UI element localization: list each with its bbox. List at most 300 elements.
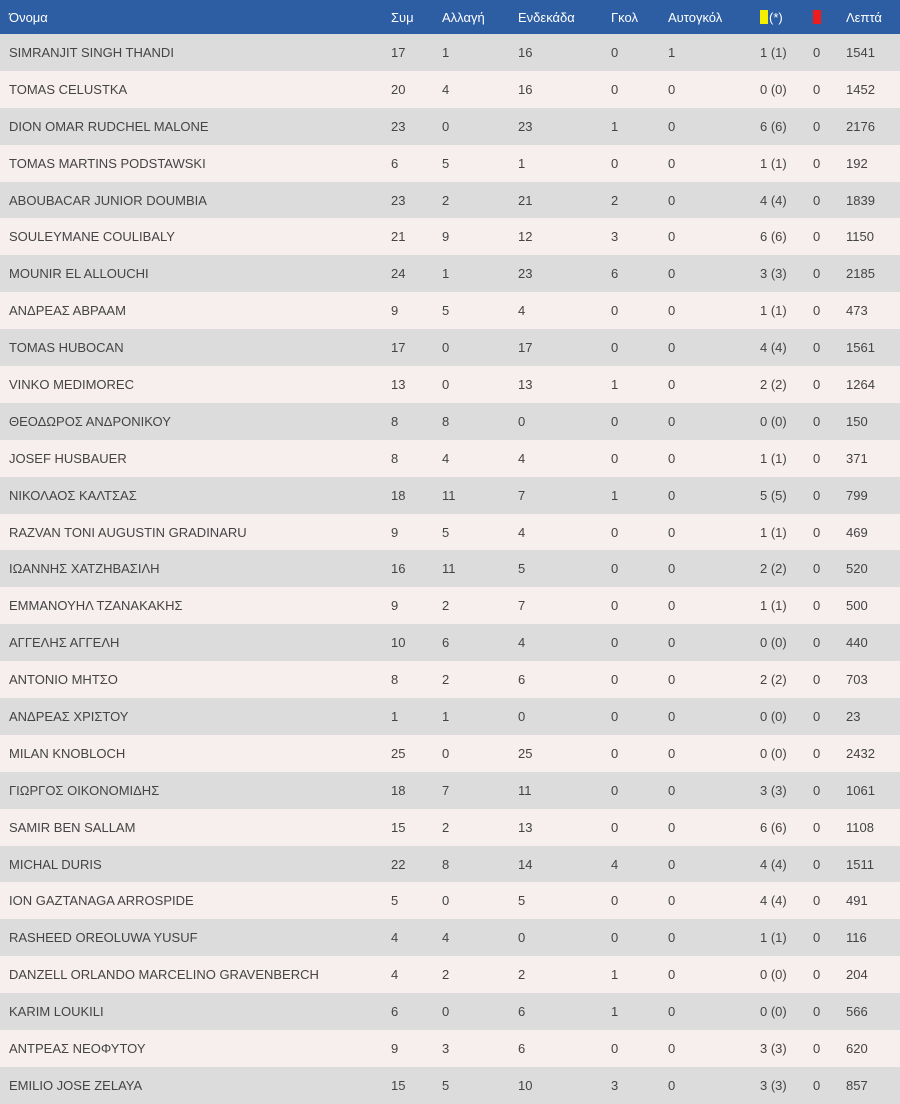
- cell-goals: 0: [611, 413, 619, 429]
- cell-appearances: 17: [391, 44, 406, 60]
- cell-minutes: 116: [846, 930, 867, 946]
- cell-minutes: 2176: [846, 118, 875, 134]
- cell-goals: 1: [611, 376, 619, 392]
- cell-goals: 0: [611, 1040, 619, 1056]
- table-row: [0, 846, 900, 883]
- cell-substitutions: 0: [442, 340, 450, 356]
- yellow-card-icon: [760, 10, 768, 24]
- cell-red-cards: 0: [813, 524, 821, 540]
- header-yellow-cards[interactable]: [760, 0, 813, 34]
- cell-starts: 10: [518, 1077, 533, 1093]
- cell-appearances: 21: [391, 229, 406, 245]
- cell-substitutions: 3: [442, 1040, 450, 1056]
- cell-appearances: 9: [391, 524, 399, 540]
- cell-own-goals: 0: [668, 1040, 676, 1056]
- cell-yellow-cards: 6 (6): [760, 118, 787, 134]
- table-row: [0, 661, 900, 698]
- cell-appearances: 9: [391, 1040, 399, 1056]
- cell-own-goals: 0: [668, 376, 676, 392]
- header-goals[interactable]: Γκολ: [611, 9, 638, 25]
- cell-own-goals: 0: [668, 81, 676, 97]
- cell-own-goals: 0: [668, 561, 676, 577]
- cell-appearances: 4: [391, 930, 399, 946]
- table-row: [0, 292, 900, 329]
- table-row: [0, 993, 900, 1030]
- cell-goals: 6: [611, 266, 619, 282]
- table-row: [0, 218, 900, 255]
- cell-substitutions: 2: [442, 672, 450, 688]
- cell-red-cards: 0: [813, 229, 821, 245]
- cell-yellow-cards: 1 (1): [760, 930, 787, 946]
- cell-substitutions: 5: [442, 1077, 450, 1093]
- cell-yellow-cards: 1 (1): [760, 155, 787, 171]
- cell-red-cards: 0: [813, 376, 821, 392]
- cell-minutes: 520: [846, 561, 868, 577]
- cell-own-goals: 0: [668, 303, 676, 319]
- cell-red-cards: 0: [813, 44, 821, 60]
- cell-appearances: 9: [391, 598, 399, 614]
- cell-player-name: ABOUBACAR JUNIOR DOUMBIA: [9, 192, 207, 208]
- cell-own-goals: 0: [668, 266, 676, 282]
- cell-yellow-cards: 4 (4): [760, 893, 787, 909]
- cell-player-name: SIMRANJIT SINGH THANDI: [9, 44, 174, 60]
- cell-red-cards: 0: [813, 487, 821, 503]
- cell-substitutions: 0: [442, 118, 450, 134]
- cell-starts: 6: [518, 1040, 526, 1056]
- cell-yellow-cards: 1 (1): [760, 303, 787, 319]
- cell-minutes: 192: [846, 155, 868, 171]
- cell-minutes: 620: [846, 1040, 868, 1056]
- cell-appearances: 1: [391, 708, 399, 724]
- cell-appearances: 13: [391, 376, 406, 392]
- cell-starts: 21: [518, 192, 533, 208]
- cell-red-cards: 0: [813, 672, 821, 688]
- header-own-goals[interactable]: Αυτογκόλ: [668, 9, 723, 25]
- header-name[interactable]: Όνομα: [9, 9, 48, 25]
- cell-yellow-cards: 0 (0): [760, 967, 787, 983]
- cell-red-cards: 0: [813, 1077, 821, 1093]
- cell-player-name: ΘΕΟΔΩΡΟΣ ΑΝΔΡΟΝΙΚΟΥ: [9, 413, 171, 429]
- table-row: [0, 366, 900, 403]
- cell-player-name: SAMIR BEN SALLAM: [9, 819, 136, 835]
- cell-yellow-cards: 6 (6): [760, 229, 787, 245]
- cell-own-goals: 0: [668, 708, 676, 724]
- cell-own-goals: 0: [668, 1077, 676, 1093]
- cell-minutes: 473: [846, 303, 868, 319]
- cell-player-name: ANTONIO ΜΗΤΣΟ: [9, 672, 118, 688]
- cell-goals: 0: [611, 561, 619, 577]
- cell-yellow-cards: 3 (3): [760, 266, 787, 282]
- cell-own-goals: 0: [668, 118, 676, 134]
- cell-starts: 16: [518, 81, 533, 97]
- cell-red-cards: 0: [813, 856, 821, 872]
- cell-player-name: SOULEYMANE COULIBALY: [9, 229, 175, 245]
- cell-red-cards: 0: [813, 561, 821, 577]
- cell-red-cards: 0: [813, 1004, 821, 1020]
- cell-player-name: TOMAS MARTINS PODSTAWSKI: [9, 155, 206, 171]
- header-yellow-suffix: (*): [769, 9, 783, 25]
- table-row: [0, 735, 900, 772]
- cell-starts: 2: [518, 967, 526, 983]
- cell-yellow-cards: 0 (0): [760, 745, 787, 761]
- cell-appearances: 15: [391, 819, 406, 835]
- table-row: [0, 809, 900, 846]
- cell-goals: 0: [611, 340, 619, 356]
- cell-yellow-cards: 0 (0): [760, 81, 787, 97]
- cell-appearances: 24: [391, 266, 406, 282]
- table-row: [0, 403, 900, 440]
- cell-starts: 23: [518, 266, 533, 282]
- cell-goals: 0: [611, 155, 619, 171]
- cell-starts: 5: [518, 561, 526, 577]
- header-start[interactable]: Ενδεκάδα: [518, 9, 575, 25]
- table-row: [0, 550, 900, 587]
- cell-yellow-cards: 2 (2): [760, 672, 787, 688]
- cell-minutes: 1108: [846, 819, 874, 835]
- cell-appearances: 23: [391, 192, 406, 208]
- cell-player-name: ΑΝΔΡΕΑΣ ΑΒΡΑΑΜ: [9, 303, 126, 319]
- cell-substitutions: 2: [442, 192, 450, 208]
- cell-starts: 14: [518, 856, 533, 872]
- table-row: [0, 772, 900, 809]
- cell-player-name: ΝΙΚΟΛΑΟΣ ΚΑΛΤΣΑΣ: [9, 487, 137, 503]
- cell-substitutions: 9: [442, 229, 450, 245]
- cell-starts: 5: [518, 893, 526, 909]
- cell-minutes: 799: [846, 487, 868, 503]
- cell-starts: 4: [518, 635, 526, 651]
- cell-substitutions: 6: [442, 635, 450, 651]
- cell-appearances: 22: [391, 856, 406, 872]
- cell-substitutions: 1: [442, 708, 450, 724]
- cell-yellow-cards: 5 (5): [760, 487, 787, 503]
- cell-yellow-cards: 1 (1): [760, 450, 787, 466]
- table-row: [0, 34, 900, 71]
- cell-own-goals: 0: [668, 340, 676, 356]
- cell-yellow-cards: 3 (3): [760, 1040, 787, 1056]
- cell-goals: 0: [611, 930, 619, 946]
- cell-substitutions: 2: [442, 819, 450, 835]
- cell-starts: 23: [518, 118, 533, 134]
- cell-own-goals: 0: [668, 229, 676, 245]
- header-apps[interactable]: Συμ: [391, 9, 414, 25]
- cell-starts: 13: [518, 819, 533, 835]
- cell-minutes: 1839: [846, 192, 875, 208]
- cell-yellow-cards: 4 (4): [760, 192, 787, 208]
- cell-red-cards: 0: [813, 81, 821, 97]
- cell-starts: 0: [518, 413, 526, 429]
- cell-substitutions: 5: [442, 303, 450, 319]
- cell-substitutions: 8: [442, 856, 450, 872]
- cell-goals: 0: [611, 524, 619, 540]
- table-row: [0, 477, 900, 514]
- cell-starts: 17: [518, 340, 533, 356]
- table-row: [0, 587, 900, 624]
- cell-red-cards: 0: [813, 340, 821, 356]
- cell-goals: 0: [611, 672, 619, 688]
- cell-player-name: DION OMAR RUDCHEL MALONE: [9, 118, 209, 134]
- cell-red-cards: 0: [813, 450, 821, 466]
- cell-substitutions: 4: [442, 930, 450, 946]
- cell-own-goals: 0: [668, 413, 676, 429]
- cell-red-cards: 0: [813, 893, 821, 909]
- table-row: [0, 182, 900, 219]
- cell-own-goals: 0: [668, 856, 676, 872]
- cell-own-goals: 0: [668, 672, 676, 688]
- cell-starts: 6: [518, 672, 526, 688]
- table-row: [0, 145, 900, 182]
- table-row: [0, 882, 900, 919]
- cell-own-goals: 0: [668, 524, 676, 540]
- cell-yellow-cards: 0 (0): [760, 413, 787, 429]
- cell-goals: 0: [611, 745, 619, 761]
- cell-red-cards: 0: [813, 118, 821, 134]
- cell-goals: 1: [611, 487, 619, 503]
- cell-red-cards: 0: [813, 598, 821, 614]
- cell-own-goals: 0: [668, 450, 676, 466]
- table-row: [0, 698, 900, 735]
- cell-substitutions: 11: [442, 487, 456, 503]
- cell-yellow-cards: 1 (1): [760, 524, 787, 540]
- cell-minutes: 150: [846, 413, 868, 429]
- cell-goals: 3: [611, 229, 619, 245]
- table-header-row: [0, 0, 900, 34]
- cell-yellow-cards: 4 (4): [760, 856, 787, 872]
- cell-goals: 0: [611, 893, 619, 909]
- cell-goals: 3: [611, 1077, 619, 1093]
- cell-own-goals: 0: [668, 155, 676, 171]
- table-row: [0, 956, 900, 993]
- cell-appearances: 16: [391, 561, 406, 577]
- header-minutes[interactable]: Λεπτά: [846, 9, 882, 25]
- cell-appearances: 4: [391, 967, 399, 983]
- cell-goals: 0: [611, 598, 619, 614]
- cell-substitutions: 0: [442, 376, 450, 392]
- cell-minutes: 500: [846, 598, 868, 614]
- cell-starts: 6: [518, 1004, 526, 1020]
- cell-substitutions: 4: [442, 450, 450, 466]
- cell-yellow-cards: 2 (2): [760, 561, 787, 577]
- cell-substitutions: 1: [442, 44, 450, 60]
- cell-own-goals: 0: [668, 967, 676, 983]
- cell-goals: 0: [611, 819, 619, 835]
- cell-appearances: 6: [391, 155, 399, 171]
- cell-minutes: 1511: [846, 856, 874, 872]
- cell-player-name: MILAN KNOBLOCH: [9, 745, 126, 761]
- cell-starts: 11: [518, 782, 532, 798]
- cell-starts: 1: [518, 155, 526, 171]
- cell-starts: 7: [518, 598, 526, 614]
- cell-own-goals: 0: [668, 598, 676, 614]
- cell-starts: 0: [518, 930, 526, 946]
- cell-player-name: ΑΓΓΕΛΗΣ ΑΓΓΕΛΗ: [9, 635, 120, 651]
- cell-minutes: 371: [846, 450, 868, 466]
- cell-substitutions: 8: [442, 413, 450, 429]
- red-card-icon: [813, 10, 821, 24]
- cell-player-name: MICHAL DURIS: [9, 856, 102, 872]
- cell-own-goals: 0: [668, 487, 676, 503]
- cell-player-name: VINKO MEDIMOREC: [9, 376, 134, 392]
- table-row: [0, 514, 900, 551]
- cell-substitutions: 11: [442, 561, 456, 577]
- cell-red-cards: 0: [813, 155, 821, 171]
- cell-goals: 0: [611, 44, 619, 60]
- cell-player-name: ΙΩΑΝΝΗΣ ΧΑΤΖΗΒΑΣΙΛΗ: [9, 561, 160, 577]
- cell-appearances: 23: [391, 118, 406, 134]
- cell-own-goals: 1: [668, 44, 676, 60]
- cell-appearances: 8: [391, 672, 399, 688]
- cell-substitutions: 1: [442, 266, 450, 282]
- cell-minutes: 1061: [846, 782, 875, 798]
- cell-goals: 0: [611, 303, 619, 319]
- cell-starts: 7: [518, 487, 526, 503]
- cell-substitutions: 0: [442, 893, 450, 909]
- cell-player-name: ION GAZTANAGA ARROSPIDE: [9, 893, 194, 909]
- cell-goals: 0: [611, 782, 619, 798]
- cell-appearances: 9: [391, 303, 399, 319]
- cell-yellow-cards: 0 (0): [760, 708, 787, 724]
- cell-player-name: DANZELL ORLANDO MARCELINO GRAVENBERCH: [9, 967, 319, 983]
- cell-minutes: 2432: [846, 745, 875, 761]
- cell-minutes: 1541: [846, 44, 875, 60]
- cell-starts: 12: [518, 229, 533, 245]
- cell-minutes: 469: [846, 524, 868, 540]
- cell-own-goals: 0: [668, 893, 676, 909]
- cell-starts: 4: [518, 450, 526, 466]
- cell-appearances: 6: [391, 1004, 399, 1020]
- cell-own-goals: 0: [668, 192, 676, 208]
- cell-starts: 4: [518, 303, 526, 319]
- cell-appearances: 5: [391, 893, 399, 909]
- cell-own-goals: 0: [668, 1004, 676, 1020]
- table-row: [0, 1030, 900, 1067]
- cell-yellow-cards: 1 (1): [760, 598, 787, 614]
- cell-goals: 0: [611, 81, 619, 97]
- cell-appearances: 25: [391, 745, 406, 761]
- cell-red-cards: 0: [813, 930, 821, 946]
- cell-own-goals: 0: [668, 819, 676, 835]
- cell-goals: 4: [611, 856, 619, 872]
- cell-player-name: MOUNIR EL ALLOUCHI: [9, 266, 149, 282]
- cell-yellow-cards: 3 (3): [760, 782, 787, 798]
- cell-substitutions: 5: [442, 155, 450, 171]
- cell-appearances: 10: [391, 635, 406, 651]
- cell-appearances: 17: [391, 340, 406, 356]
- cell-appearances: 15: [391, 1077, 406, 1093]
- cell-yellow-cards: 2 (2): [760, 376, 787, 392]
- cell-substitutions: 2: [442, 967, 450, 983]
- cell-appearances: 18: [391, 782, 406, 798]
- cell-own-goals: 0: [668, 782, 676, 798]
- cell-own-goals: 0: [668, 930, 676, 946]
- cell-goals: 0: [611, 635, 619, 651]
- cell-minutes: 440: [846, 635, 868, 651]
- cell-player-name: ΓΙΩΡΓΟΣ ΟΙΚΟΝΟΜΙΔΗΣ: [9, 782, 160, 798]
- table-row: [0, 108, 900, 145]
- cell-substitutions: 7: [442, 782, 450, 798]
- cell-minutes: 23: [846, 708, 861, 724]
- cell-appearances: 8: [391, 413, 399, 429]
- cell-starts: 25: [518, 745, 533, 761]
- header-sub[interactable]: Αλλαγή: [442, 9, 485, 25]
- cell-substitutions: 4: [442, 81, 450, 97]
- cell-red-cards: 0: [813, 708, 821, 724]
- cell-substitutions: 2: [442, 598, 450, 614]
- cell-player-name: RASHEED OREOLUWA YUSUF: [9, 930, 198, 946]
- cell-minutes: 2185: [846, 266, 875, 282]
- cell-own-goals: 0: [668, 745, 676, 761]
- cell-minutes: 1150: [846, 229, 874, 245]
- cell-red-cards: 0: [813, 635, 821, 651]
- cell-minutes: 1264: [846, 376, 875, 392]
- cell-red-cards: 0: [813, 745, 821, 761]
- cell-minutes: 204: [846, 967, 868, 983]
- cell-goals: 1: [611, 1004, 619, 1020]
- cell-yellow-cards: 4 (4): [760, 340, 787, 356]
- cell-goals: 0: [611, 450, 619, 466]
- cell-red-cards: 0: [813, 967, 821, 983]
- cell-player-name: ΑΝΔΡΕΑΣ ΧΡΙΣΤΟΥ: [9, 708, 129, 724]
- cell-goals: 0: [611, 708, 619, 724]
- cell-player-name: TOMAS CELUSTKA: [9, 81, 128, 97]
- cell-red-cards: 0: [813, 303, 821, 319]
- cell-player-name: EMILIO JOSE ZELAYA: [9, 1077, 143, 1093]
- cell-player-name: RAZVAN TONI AUGUSTIN GRADINARU: [9, 524, 247, 540]
- cell-goals: 1: [611, 118, 619, 134]
- cell-yellow-cards: 6 (6): [760, 819, 787, 835]
- header-red-cards[interactable]: [813, 0, 846, 34]
- cell-starts: 13: [518, 376, 533, 392]
- cell-substitutions: 5: [442, 524, 450, 540]
- cell-red-cards: 0: [813, 1040, 821, 1056]
- cell-appearances: 20: [391, 81, 406, 97]
- cell-player-name: TOMAS HUBOCAN: [9, 340, 124, 356]
- cell-player-name: ΑΝΤΡΕΑΣ ΝΕΟΦΥΤΟΥ: [9, 1040, 146, 1056]
- cell-red-cards: 0: [813, 192, 821, 208]
- cell-yellow-cards: 0 (0): [760, 1004, 787, 1020]
- cell-red-cards: 0: [813, 782, 821, 798]
- cell-yellow-cards: 3 (3): [760, 1077, 787, 1093]
- cell-own-goals: 0: [668, 635, 676, 651]
- cell-starts: 4: [518, 524, 526, 540]
- cell-player-name: ΕΜΜΑΝΟΥΗΛ ΤΖΑΝΑΚΑΚΗΣ: [9, 598, 183, 614]
- table-body: [0, 34, 900, 1104]
- cell-minutes: 857: [846, 1077, 868, 1093]
- cell-goals: 2: [611, 192, 619, 208]
- table-row: [0, 1067, 900, 1104]
- cell-goals: 1: [611, 967, 619, 983]
- cell-minutes: 1452: [846, 81, 875, 97]
- table-row: [0, 440, 900, 477]
- cell-starts: 0: [518, 708, 526, 724]
- table-row: [0, 919, 900, 956]
- cell-red-cards: 0: [813, 819, 821, 835]
- cell-minutes: 703: [846, 672, 868, 688]
- cell-yellow-cards: 1 (1): [760, 44, 787, 60]
- cell-yellow-cards: 0 (0): [760, 635, 787, 651]
- cell-player-name: JOSEF HUSBAUER: [9, 450, 127, 466]
- cell-player-name: KARIM LOUKILI: [9, 1004, 104, 1020]
- table-row: [0, 329, 900, 366]
- cell-substitutions: 0: [442, 745, 450, 761]
- cell-minutes: 491: [846, 893, 868, 909]
- cell-red-cards: 0: [813, 266, 821, 282]
- cell-minutes: 566: [846, 1004, 868, 1020]
- table-row: [0, 255, 900, 292]
- cell-starts: 16: [518, 44, 533, 60]
- table-row: [0, 624, 900, 661]
- cell-appearances: 18: [391, 487, 406, 503]
- table-row: [0, 71, 900, 108]
